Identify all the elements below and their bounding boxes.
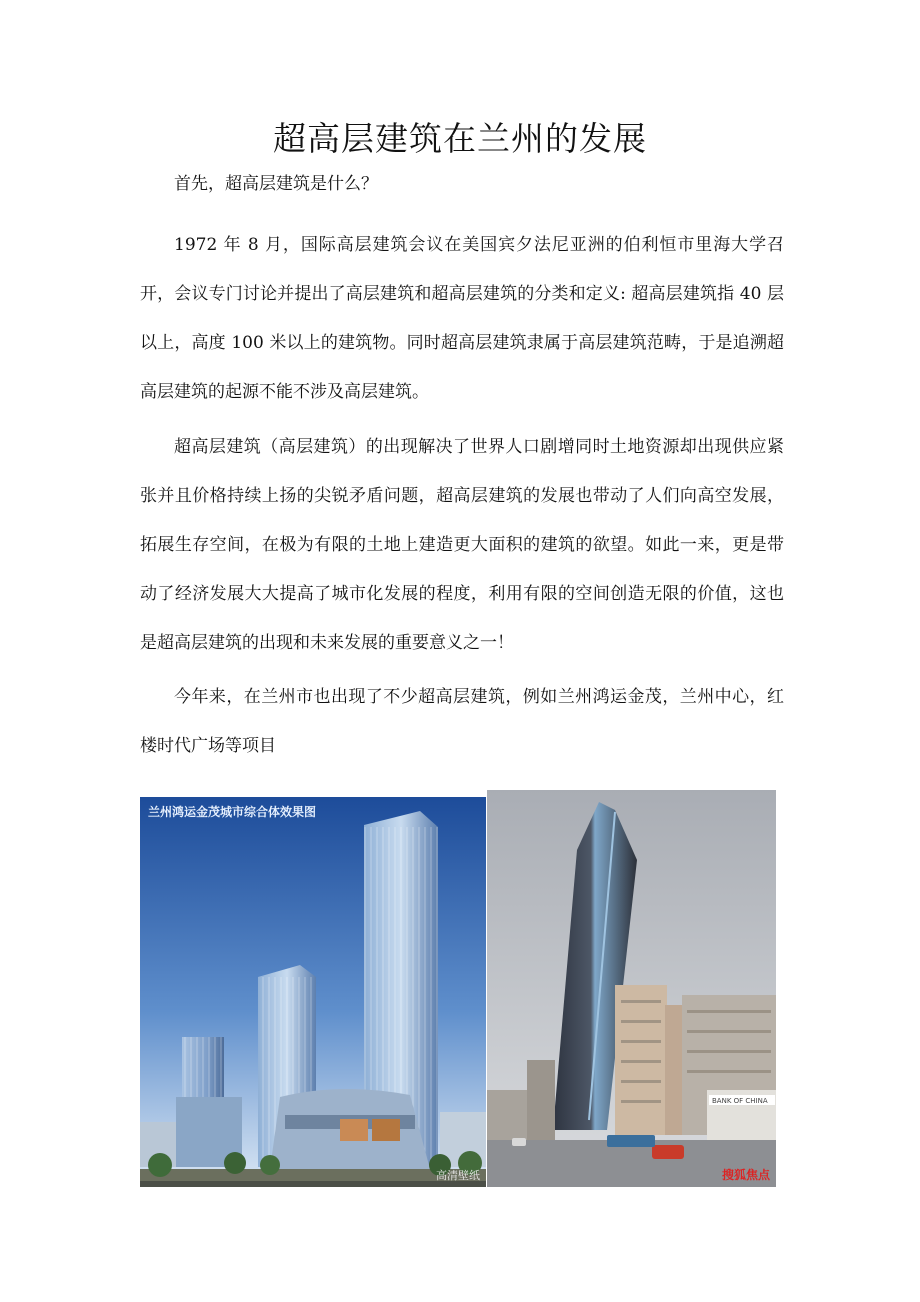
document-title: 超高层建筑在兰州的发展 — [273, 119, 647, 158]
paragraph-definition: 1972 年 8 月，国际高层建筑会议在美国宾夕法尼亚洲的伯利恒市里海大学召开，会议专门讨论并提出了高层建筑和超高层建筑的分类和定义: 超高层建筑指 40 层以上，高度 100 米以上的建筑物。同时超高层建筑隶属于高层建筑范畴，于是追溯超高层建筑的起源不能不涉及高层建筑。 — [140, 235, 784, 402]
paragraph-significance: 超高层建筑（高层建筑）的出现解决了世界人口剧增同时土地资源却出现供应紧张并且价格持续上扬的尖锐矛盾问题，超高层建筑的发展也带动了人们向高空发展，拓展生存空间，在极为有限的土地上建造更大面积的建筑的欲望。如此一来，更是带动了经济发展大大提高了城市化发展的程度，利用有限的空间创造无限的价值，这也是超高层建筑的出现和未来发展的重要意义之一！ — [140, 437, 784, 653]
intro-question: 首先，超高层建筑是什么？ — [174, 174, 378, 194]
left-watermark: 高清壁纸 — [436, 1169, 480, 1182]
lanzhou-center-photo — [487, 790, 776, 1187]
right-watermark: 搜狐焦点 — [721, 1168, 770, 1182]
paragraph-lanzhou: 今年来，在兰州市也出现了不少超高层建筑，例如兰州鸿运金茂，兰州中心，红楼时代广场等项目 — [140, 687, 784, 756]
bank-sign: BANK OF CHINA — [712, 1097, 768, 1105]
rendering-illustration — [140, 797, 486, 1187]
tower-photo-illustration — [487, 790, 776, 1187]
rendering-caption: 兰州鸿运金茂城市综合体效果图 — [148, 805, 317, 819]
hongyun-jinmao-rendering — [140, 797, 486, 1187]
